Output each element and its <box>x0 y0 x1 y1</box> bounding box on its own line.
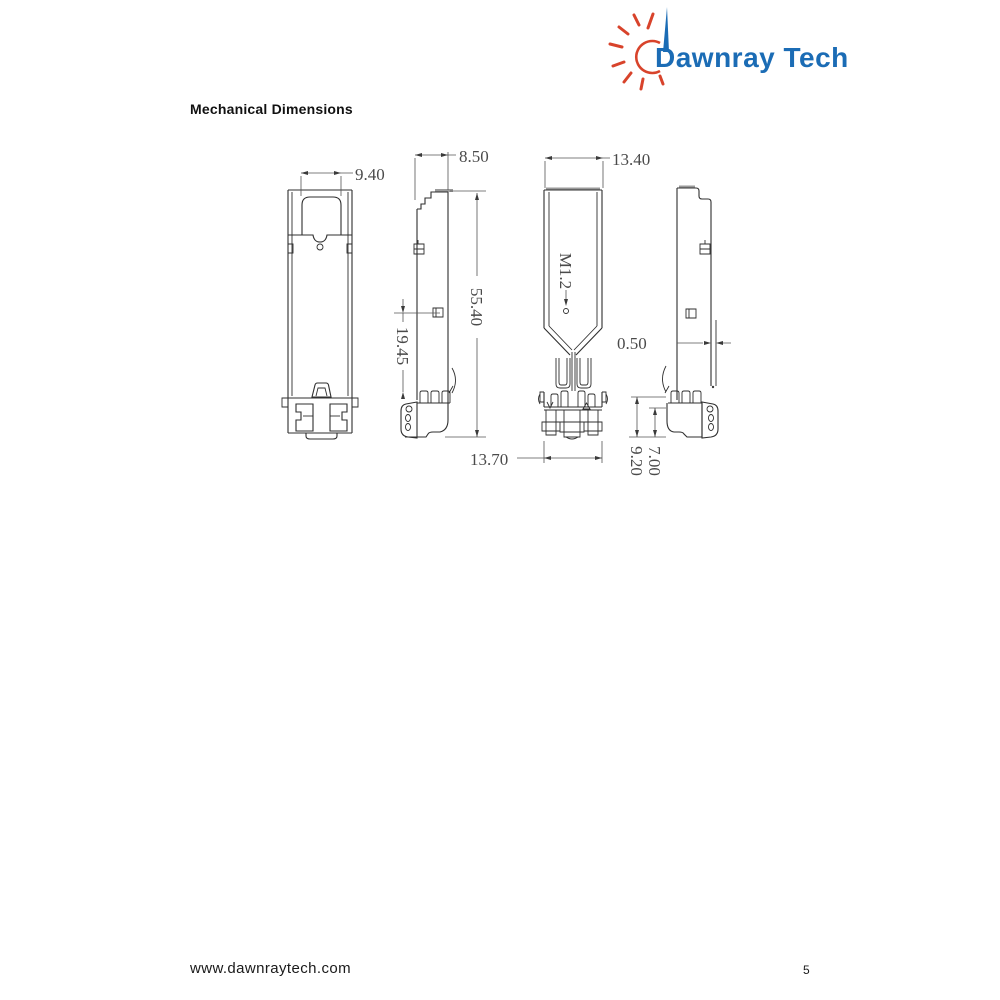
dim-overall-length: 55.40 <box>467 287 486 327</box>
side-view-left-drawing <box>393 147 508 469</box>
brand-name: Dawnray Tech <box>655 42 849 73</box>
dim-top-view-width: 9.40 <box>355 165 385 184</box>
dim-inner-latch-height: 7.00 <box>645 446 664 476</box>
side-view-right-drawing <box>617 187 731 476</box>
section-title: Mechanical Dimensions <box>190 101 353 117</box>
dim-panel-thickness: 0.50 <box>617 334 647 353</box>
bottom-view-drawing <box>517 150 650 463</box>
dim-lower-body-length: 19.45 <box>393 326 412 366</box>
footer-website: www.dawnraytech.com <box>190 960 351 977</box>
footer-page-number: 5 <box>803 963 810 977</box>
dim-upper-body-length: 8.50 <box>459 147 489 166</box>
dim-outer-latch-height: 9.20 <box>627 446 646 476</box>
top-view-drawing <box>282 165 385 439</box>
dim-connector-width: 13.70 <box>470 450 509 469</box>
dim-overall-width: 13.40 <box>612 150 651 169</box>
dim-screw-thread: M1.2 <box>556 252 575 290</box>
